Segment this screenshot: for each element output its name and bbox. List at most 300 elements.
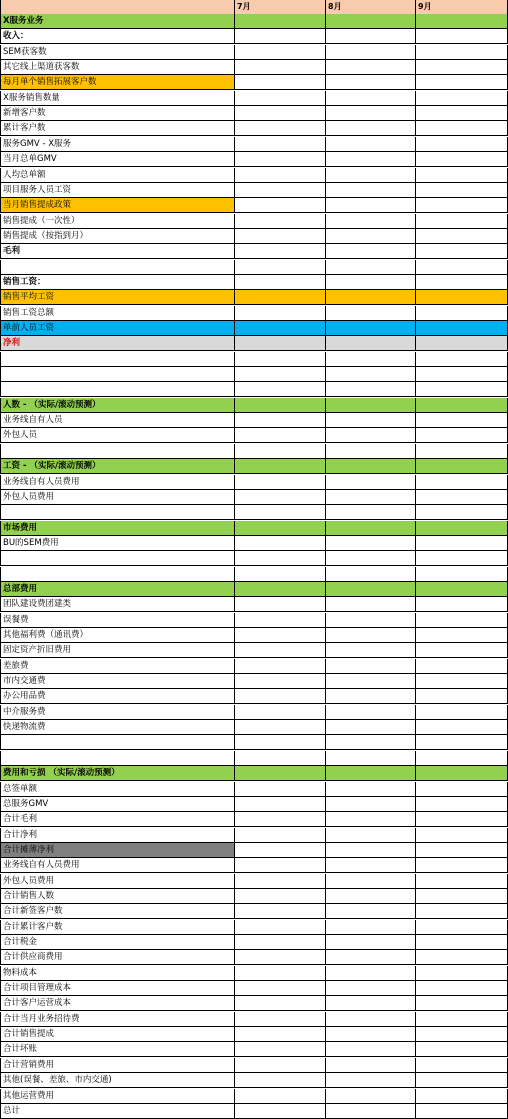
row-label-cell[interactable]: 销售提成（按指到月） <box>0 229 235 244</box>
value-cell-aug[interactable] <box>326 674 416 689</box>
value-cell-aug[interactable] <box>326 229 416 244</box>
value-cell-jul[interactable] <box>235 428 326 443</box>
value-cell-sep[interactable] <box>416 321 508 336</box>
row-label-cell[interactable]: 团队建设费团建类 <box>0 597 235 612</box>
row-label-cell[interactable] <box>0 735 235 750</box>
row-label-cell[interactable]: 差旅费 <box>0 659 235 674</box>
value-cell-aug[interactable] <box>326 505 416 520</box>
row-label-cell[interactable]: 单前人员工资 <box>0 321 235 336</box>
row-label-cell[interactable]: 市场费用 <box>0 521 235 536</box>
value-cell-sep[interactable] <box>416 1027 508 1042</box>
value-cell-jul[interactable] <box>235 106 326 121</box>
value-cell-sep[interactable] <box>416 260 508 275</box>
row-label-cell[interactable]: 新增客户数 <box>0 106 235 121</box>
value-cell-aug[interactable] <box>326 1012 416 1027</box>
value-cell-aug[interactable] <box>326 198 416 213</box>
row-label-cell[interactable]: 收入： <box>0 29 235 44</box>
value-cell-aug[interactable] <box>326 1089 416 1104</box>
value-cell-sep[interactable] <box>416 1012 508 1027</box>
value-cell-aug[interactable] <box>326 183 416 198</box>
value-cell-aug[interactable] <box>326 75 416 90</box>
row-label-cell[interactable]: 市内交通费 <box>0 674 235 689</box>
value-cell-sep[interactable] <box>416 91 508 106</box>
value-cell-aug[interactable] <box>326 14 416 29</box>
row-label-cell[interactable] <box>0 444 235 459</box>
value-cell-jul[interactable] <box>235 843 326 858</box>
row-label-cell[interactable]: 外包人员 <box>0 428 235 443</box>
row-label-cell[interactable]: 总服务GMV <box>0 797 235 812</box>
row-label-cell[interactable] <box>0 367 235 382</box>
row-label-cell[interactable]: X服务业务 <box>0 14 235 29</box>
value-cell-jul[interactable] <box>235 613 326 628</box>
row-label-cell[interactable]: X服务销售数量 <box>0 91 235 106</box>
value-cell-jul[interactable] <box>235 889 326 904</box>
value-cell-aug[interactable] <box>326 1027 416 1042</box>
row-label-cell[interactable]: 其它线上渠道获客数 <box>0 60 235 75</box>
value-cell-aug[interactable] <box>326 812 416 827</box>
row-label-cell[interactable]: 其他运营费用 <box>0 1089 235 1104</box>
value-cell-jul[interactable] <box>235 45 326 60</box>
value-cell-jul[interactable] <box>235 14 326 29</box>
value-cell-sep[interactable] <box>416 306 508 321</box>
value-cell-jul[interactable] <box>235 797 326 812</box>
value-cell-sep[interactable] <box>416 137 508 152</box>
value-cell-sep[interactable] <box>416 214 508 229</box>
value-cell-jul[interactable] <box>235 505 326 520</box>
value-cell-sep[interactable] <box>416 75 508 90</box>
value-cell-aug[interactable] <box>326 444 416 459</box>
value-cell-jul[interactable] <box>235 966 326 981</box>
value-cell-aug[interactable] <box>326 597 416 612</box>
value-cell-jul[interactable] <box>235 1089 326 1104</box>
value-cell-aug[interactable] <box>326 321 416 336</box>
value-cell-jul[interactable] <box>235 1042 326 1057</box>
value-cell-aug[interactable] <box>326 920 416 935</box>
value-cell-jul[interactable] <box>235 275 326 290</box>
row-label-cell[interactable]: 累计客户数 <box>0 121 235 136</box>
value-cell-sep[interactable] <box>416 966 508 981</box>
table-row <box>0 1073 508 1088</box>
value-cell-sep[interactable] <box>416 950 508 965</box>
value-cell-aug[interactable] <box>326 490 416 505</box>
row-label-cell[interactable]: 项目服务人员工资 <box>0 183 235 198</box>
value-cell-jul[interactable] <box>235 137 326 152</box>
value-cell-jul[interactable] <box>235 643 326 658</box>
value-cell-jul[interactable] <box>235 306 326 321</box>
value-cell-sep[interactable] <box>416 920 508 935</box>
value-cell-jul[interactable] <box>235 398 326 413</box>
row-label-cell[interactable]: 合计营销费用 <box>0 1058 235 1073</box>
value-cell-jul[interactable] <box>235 812 326 827</box>
value-cell-aug[interactable] <box>326 60 416 75</box>
value-cell-sep[interactable] <box>416 183 508 198</box>
value-cell-aug[interactable] <box>326 536 416 551</box>
value-cell-sep[interactable] <box>416 797 508 812</box>
row-label-cell[interactable]: 总计 <box>0 1104 235 1119</box>
table-row <box>0 290 508 305</box>
value-cell-aug[interactable] <box>326 521 416 536</box>
value-cell-sep[interactable] <box>416 152 508 167</box>
value-cell-sep[interactable] <box>416 290 508 305</box>
value-cell-jul[interactable] <box>235 475 326 490</box>
value-cell-sep[interactable] <box>416 428 508 443</box>
value-cell-aug[interactable] <box>326 168 416 183</box>
value-cell-jul[interactable] <box>235 198 326 213</box>
value-cell-aug[interactable] <box>326 751 416 766</box>
row-label-cell[interactable]: 人均总单额 <box>0 168 235 183</box>
value-cell-sep[interactable] <box>416 60 508 75</box>
row-label-cell[interactable]: 总签单额 <box>0 782 235 797</box>
value-cell-aug[interactable] <box>326 137 416 152</box>
row-label-cell[interactable]: 固定资产折旧费用 <box>0 643 235 658</box>
month-header-sep[interactable]: 9月 <box>416 0 508 15</box>
row-label-cell[interactable] <box>0 352 235 367</box>
row-label-cell[interactable] <box>0 382 235 397</box>
row-label-cell[interactable]: 其他福利费（通讯费） <box>0 628 235 643</box>
value-cell-jul[interactable] <box>235 567 326 582</box>
row-label-cell[interactable]: 净利 <box>0 336 235 351</box>
value-cell-sep[interactable] <box>416 352 508 367</box>
value-cell-sep[interactable] <box>416 766 508 781</box>
value-cell-sep[interactable] <box>416 996 508 1011</box>
row-label-cell[interactable]: 销售平均工资 <box>0 290 235 305</box>
value-cell-aug[interactable] <box>326 352 416 367</box>
value-cell-sep[interactable] <box>416 536 508 551</box>
value-cell-jul[interactable] <box>235 674 326 689</box>
value-cell-aug[interactable] <box>326 214 416 229</box>
value-cell-sep[interactable] <box>416 275 508 290</box>
value-cell-aug[interactable] <box>326 1104 416 1119</box>
value-cell-sep[interactable] <box>416 904 508 919</box>
value-cell-jul[interactable] <box>235 168 326 183</box>
value-cell-aug[interactable] <box>326 966 416 981</box>
value-cell-jul[interactable] <box>235 75 326 90</box>
row-label-cell[interactable]: 合计摊薄净利 <box>0 843 235 858</box>
row-label-cell[interactable] <box>0 751 235 766</box>
value-cell-jul[interactable] <box>235 1073 326 1088</box>
value-cell-sep[interactable] <box>416 398 508 413</box>
value-cell-jul[interactable] <box>235 858 326 873</box>
value-cell-aug[interactable] <box>326 735 416 750</box>
value-cell-sep[interactable] <box>416 106 508 121</box>
value-cell-sep[interactable] <box>416 244 508 259</box>
row-label-cell[interactable]: 当月总单GMV <box>0 152 235 167</box>
value-cell-jul[interactable] <box>235 29 326 44</box>
row-label-cell[interactable] <box>0 505 235 520</box>
row-label-cell[interactable]: 合计净利 <box>0 828 235 843</box>
value-cell-sep[interactable] <box>416 812 508 827</box>
value-cell-sep[interactable] <box>416 689 508 704</box>
value-cell-aug[interactable] <box>326 705 416 720</box>
value-cell-jul[interactable] <box>235 920 326 935</box>
row-label-cell[interactable]: 人数 - （实际/滚动预测） <box>0 398 235 413</box>
row-label-cell[interactable]: 销售工资： <box>0 275 235 290</box>
table-row <box>0 29 508 44</box>
row-label-cell[interactable]: 合计毛利 <box>0 812 235 827</box>
value-cell-aug[interactable] <box>326 382 416 397</box>
value-cell-aug[interactable] <box>326 904 416 919</box>
value-cell-aug[interactable] <box>326 720 416 735</box>
value-cell-jul[interactable] <box>235 244 326 259</box>
value-cell-aug[interactable] <box>326 766 416 781</box>
value-cell-sep[interactable] <box>416 567 508 582</box>
value-cell-jul[interactable] <box>235 705 326 720</box>
value-cell-aug[interactable] <box>326 659 416 674</box>
table-row <box>0 14 508 29</box>
row-label-cell[interactable]: 合计客户运营成本 <box>0 996 235 1011</box>
value-cell-aug[interactable] <box>326 91 416 106</box>
value-cell-aug[interactable] <box>326 689 416 704</box>
value-cell-aug[interactable] <box>326 613 416 628</box>
value-cell-jul[interactable] <box>235 828 326 843</box>
row-label-cell[interactable]: 总部费用 <box>0 582 235 597</box>
value-cell-jul[interactable] <box>235 367 326 382</box>
row-label-cell[interactable]: 毛利 <box>0 244 235 259</box>
value-cell-jul[interactable] <box>235 183 326 198</box>
value-cell-aug[interactable] <box>326 843 416 858</box>
month-header-jul[interactable]: 7月 <box>235 0 326 15</box>
value-cell-sep[interactable] <box>416 382 508 397</box>
value-cell-aug[interactable] <box>326 1058 416 1073</box>
row-label-cell[interactable]: SEM获客数 <box>0 45 235 60</box>
row-label-cell[interactable]: 销售提成（一次性） <box>0 214 235 229</box>
value-cell-jul[interactable] <box>235 766 326 781</box>
value-cell-sep[interactable] <box>416 336 508 351</box>
value-cell-sep[interactable] <box>416 582 508 597</box>
row-label-cell[interactable]: 合计累计客户数 <box>0 920 235 935</box>
value-cell-sep[interactable] <box>416 198 508 213</box>
value-cell-aug[interactable] <box>326 567 416 582</box>
row-label-cell[interactable]: 合计项目管理成本 <box>0 981 235 996</box>
value-cell-jul[interactable] <box>235 321 326 336</box>
table-row <box>0 137 508 152</box>
row-label-cell[interactable]: 合计新签客户数 <box>0 904 235 919</box>
value-cell-aug[interactable] <box>326 981 416 996</box>
row-label-cell[interactable]: 合计销售人数 <box>0 889 235 904</box>
row-label-cell[interactable]: 销售工资总额 <box>0 306 235 321</box>
value-cell-aug[interactable] <box>326 336 416 351</box>
value-cell-sep[interactable] <box>416 720 508 735</box>
value-cell-aug[interactable] <box>326 475 416 490</box>
value-cell-jul[interactable] <box>235 444 326 459</box>
value-cell-aug[interactable] <box>326 828 416 843</box>
value-cell-jul[interactable] <box>235 874 326 889</box>
value-cell-sep[interactable] <box>416 889 508 904</box>
row-label-cell[interactable] <box>0 260 235 275</box>
value-cell-aug[interactable] <box>326 260 416 275</box>
value-cell-jul[interactable] <box>235 91 326 106</box>
value-cell-aug[interactable] <box>326 275 416 290</box>
value-cell-jul[interactable] <box>235 459 326 474</box>
value-cell-sep[interactable] <box>416 1073 508 1088</box>
value-cell-sep[interactable] <box>416 628 508 643</box>
value-cell-sep[interactable] <box>416 843 508 858</box>
row-label-cell[interactable]: 当月销售提成政策 <box>0 198 235 213</box>
value-cell-sep[interactable] <box>416 828 508 843</box>
value-cell-sep[interactable] <box>416 1089 508 1104</box>
row-label-cell[interactable]: 外包人员费用 <box>0 874 235 889</box>
value-cell-jul[interactable] <box>235 1027 326 1042</box>
value-cell-jul[interactable] <box>235 981 326 996</box>
value-cell-aug[interactable] <box>326 950 416 965</box>
row-label-cell[interactable]: 业务线自有人员费用 <box>0 475 235 490</box>
value-cell-aug[interactable] <box>326 413 416 428</box>
value-cell-jul[interactable] <box>235 521 326 536</box>
table-row <box>0 475 508 490</box>
value-cell-jul[interactable] <box>235 260 326 275</box>
value-cell-sep[interactable] <box>416 490 508 505</box>
value-cell-sep[interactable] <box>416 597 508 612</box>
month-header-aug[interactable]: 8月 <box>326 0 416 15</box>
value-cell-jul[interactable] <box>235 659 326 674</box>
value-cell-jul[interactable] <box>235 352 326 367</box>
value-cell-aug[interactable] <box>326 459 416 474</box>
row-label-cell[interactable]: 合计坏账 <box>0 1042 235 1057</box>
value-cell-jul[interactable] <box>235 536 326 551</box>
value-cell-jul[interactable] <box>235 336 326 351</box>
value-cell-sep[interactable] <box>416 367 508 382</box>
row-label-cell[interactable]: 外包人员费用 <box>0 490 235 505</box>
value-cell-sep[interactable] <box>416 981 508 996</box>
value-cell-jul[interactable] <box>235 904 326 919</box>
row-label-cell[interactable]: 合计当月业务招待费 <box>0 1012 235 1027</box>
value-cell-aug[interactable] <box>326 996 416 1011</box>
value-cell-aug[interactable] <box>326 643 416 658</box>
value-cell-jul[interactable] <box>235 597 326 612</box>
value-cell-sep[interactable] <box>416 521 508 536</box>
value-cell-jul[interactable] <box>235 628 326 643</box>
row-label-cell[interactable]: 业务线自有人员费用 <box>0 858 235 873</box>
row-label-cell[interactable]: 合计销售提成 <box>0 1027 235 1042</box>
value-cell-sep[interactable] <box>416 229 508 244</box>
value-cell-sep[interactable] <box>416 1058 508 1073</box>
value-cell-sep[interactable] <box>416 751 508 766</box>
row-label-cell[interactable]: 物料成本 <box>0 966 235 981</box>
row-label-cell[interactable] <box>0 567 235 582</box>
value-cell-jul[interactable] <box>235 1104 326 1119</box>
value-cell-sep[interactable] <box>416 444 508 459</box>
value-cell-sep[interactable] <box>416 874 508 889</box>
value-cell-sep[interactable] <box>416 413 508 428</box>
value-cell-sep[interactable] <box>416 643 508 658</box>
header-corner-cell[interactable] <box>0 0 235 15</box>
value-cell-aug[interactable] <box>326 29 416 44</box>
value-cell-jul[interactable] <box>235 490 326 505</box>
value-cell-aug[interactable] <box>326 551 416 566</box>
value-cell-sep[interactable] <box>416 29 508 44</box>
value-cell-jul[interactable] <box>235 1012 326 1027</box>
value-cell-aug[interactable] <box>326 858 416 873</box>
value-cell-sep[interactable] <box>416 935 508 950</box>
value-cell-jul[interactable] <box>235 735 326 750</box>
value-cell-aug[interactable] <box>326 398 416 413</box>
row-label-cell[interactable]: 快递物流费 <box>0 720 235 735</box>
value-cell-jul[interactable] <box>235 582 326 597</box>
value-cell-jul[interactable] <box>235 950 326 965</box>
value-cell-sep[interactable] <box>416 735 508 750</box>
value-cell-aug[interactable] <box>326 45 416 60</box>
table-row <box>0 168 508 183</box>
value-cell-jul[interactable] <box>235 996 326 1011</box>
value-cell-jul[interactable] <box>235 782 326 797</box>
value-cell-jul[interactable] <box>235 121 326 136</box>
value-cell-sep[interactable] <box>416 475 508 490</box>
value-cell-jul[interactable] <box>235 60 326 75</box>
value-cell-jul[interactable] <box>235 720 326 735</box>
value-cell-sep[interactable] <box>416 1104 508 1119</box>
value-cell-sep[interactable] <box>416 782 508 797</box>
value-cell-sep[interactable] <box>416 1042 508 1057</box>
value-cell-sep[interactable] <box>416 45 508 60</box>
value-cell-aug[interactable] <box>326 782 416 797</box>
value-cell-aug[interactable] <box>326 797 416 812</box>
value-cell-sep[interactable] <box>416 505 508 520</box>
value-cell-aug[interactable] <box>326 889 416 904</box>
value-cell-sep[interactable] <box>416 659 508 674</box>
value-cell-aug[interactable] <box>326 874 416 889</box>
row-label-cell[interactable]: 业务线自有人员 <box>0 413 235 428</box>
value-cell-jul[interactable] <box>235 413 326 428</box>
value-cell-aug[interactable] <box>326 121 416 136</box>
value-cell-jul[interactable] <box>235 1058 326 1073</box>
value-cell-jul[interactable] <box>235 935 326 950</box>
value-cell-aug[interactable] <box>326 306 416 321</box>
value-cell-aug[interactable] <box>326 1042 416 1057</box>
value-cell-jul[interactable] <box>235 229 326 244</box>
row-label-cell[interactable]: 合计税金 <box>0 935 235 950</box>
value-cell-sep[interactable] <box>416 705 508 720</box>
value-cell-sep[interactable] <box>416 168 508 183</box>
value-cell-aug[interactable] <box>326 106 416 121</box>
value-cell-jul[interactable] <box>235 214 326 229</box>
value-cell-sep[interactable] <box>416 858 508 873</box>
row-label-cell[interactable]: BU的SEM费用 <box>0 536 235 551</box>
row-label-cell[interactable]: 办公用品费 <box>0 689 235 704</box>
row-label-cell[interactable]: 服务GMV - X服务 <box>0 137 235 152</box>
row-label-cell[interactable]: 中介服务费 <box>0 705 235 720</box>
value-cell-aug[interactable] <box>326 582 416 597</box>
row-label-cell[interactable] <box>0 551 235 566</box>
value-cell-aug[interactable] <box>326 244 416 259</box>
value-cell-sep[interactable] <box>416 459 508 474</box>
value-cell-sep[interactable] <box>416 551 508 566</box>
value-cell-jul[interactable] <box>235 551 326 566</box>
value-cell-sep[interactable] <box>416 613 508 628</box>
value-cell-sep[interactable] <box>416 14 508 29</box>
value-cell-aug[interactable] <box>326 628 416 643</box>
value-cell-jul[interactable] <box>235 689 326 704</box>
value-cell-aug[interactable] <box>326 935 416 950</box>
row-label-cell[interactable]: 每月单个销售拓展客户数 <box>0 75 235 90</box>
row-label-cell[interactable]: 其他(误餐、差旅、市内交通) <box>0 1073 235 1088</box>
value-cell-sep[interactable] <box>416 674 508 689</box>
value-cell-jul[interactable] <box>235 152 326 167</box>
value-cell-jul[interactable] <box>235 751 326 766</box>
row-label-cell[interactable]: 工资 - （实际/滚动预测） <box>0 459 235 474</box>
value-cell-aug[interactable] <box>326 1073 416 1088</box>
table-row <box>0 75 508 90</box>
value-cell-aug[interactable] <box>326 152 416 167</box>
value-cell-sep[interactable] <box>416 121 508 136</box>
row-label-cell[interactable]: 合计供应商费用 <box>0 950 235 965</box>
value-cell-aug[interactable] <box>326 428 416 443</box>
value-cell-aug[interactable] <box>326 290 416 305</box>
value-cell-jul[interactable] <box>235 290 326 305</box>
row-label-cell[interactable]: 费用和亏损 （实际/滚动预测） <box>0 766 235 781</box>
value-cell-aug[interactable] <box>326 367 416 382</box>
value-cell-jul[interactable] <box>235 382 326 397</box>
row-label-cell[interactable]: 误餐费 <box>0 613 235 628</box>
